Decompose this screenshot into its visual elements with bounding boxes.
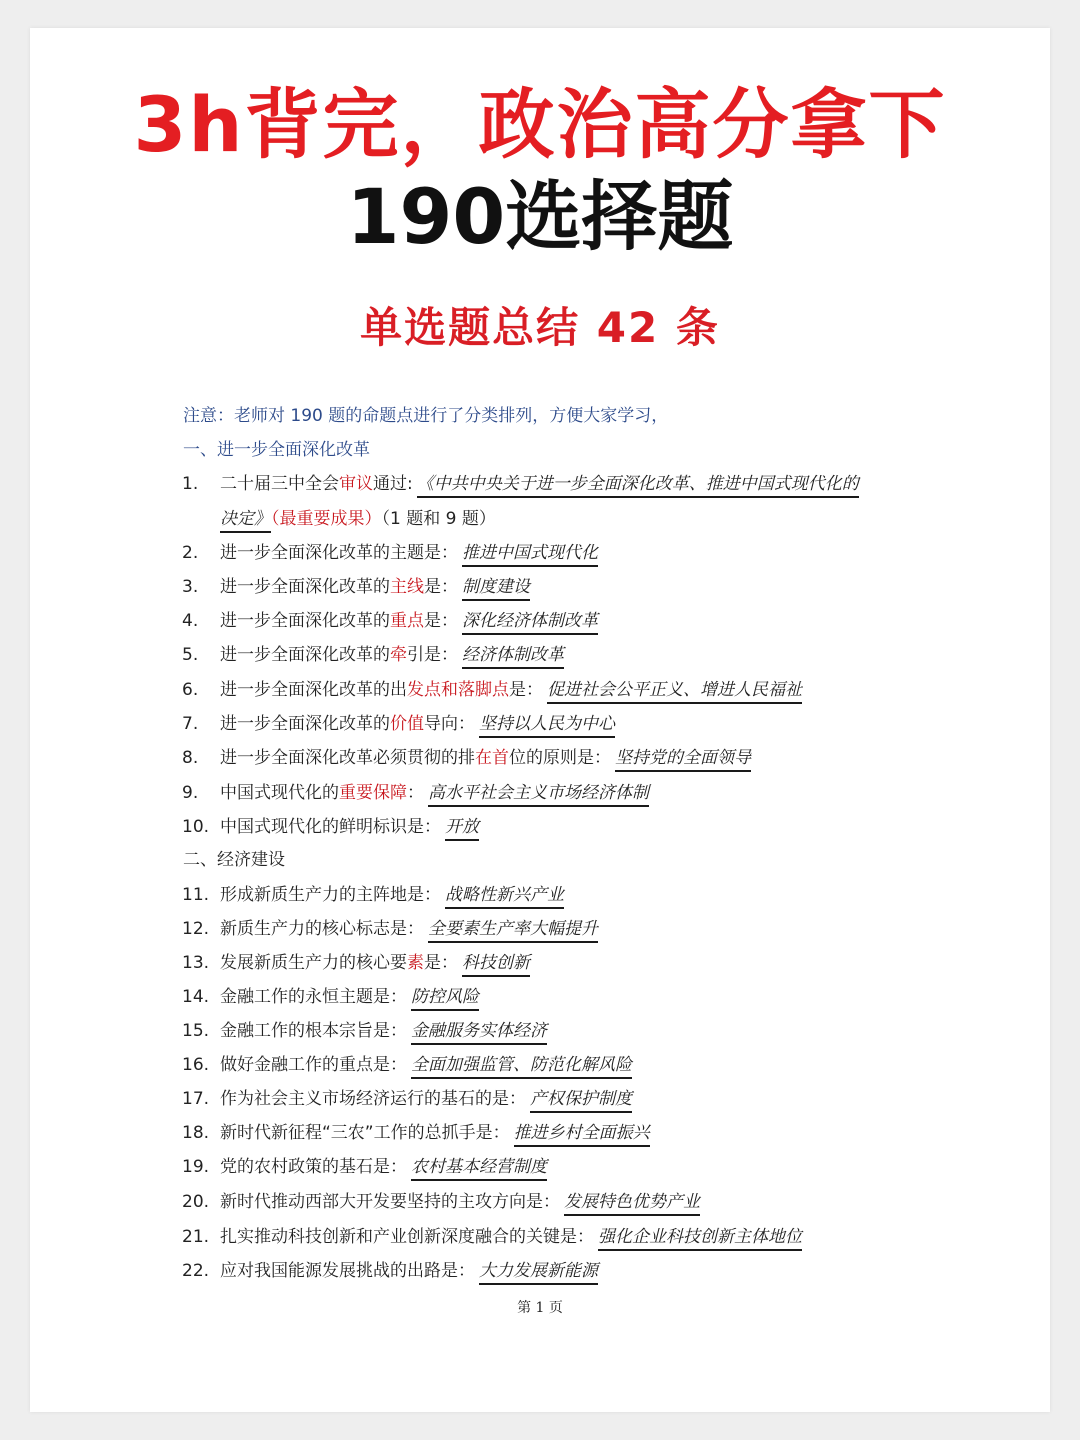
item-question: 进一步全面深化改革的主题是： — [220, 543, 458, 563]
item-question: 作为社会主义市场经济运行的基石的是： — [220, 1089, 526, 1109]
item-answer: 坚持以人民为中心 — [479, 714, 615, 738]
item-question-tail: ： — [407, 783, 424, 803]
list-item — [182, 712, 615, 736]
item-answer: 制度建设 — [462, 577, 530, 601]
item-question-highlight: 牵 — [390, 645, 407, 665]
list-item — [182, 1259, 598, 1283]
list-item — [182, 609, 598, 633]
item-answer: 深化经济体制改革 — [462, 611, 598, 635]
item-question-tail: 是： — [424, 953, 458, 973]
item-answer-note: （1 题和 9 题） — [381, 509, 496, 529]
list-item — [182, 678, 802, 702]
item-question: 进一步全面深化改革必须贯彻的排 — [220, 748, 475, 768]
item-answer: 防控风险 — [411, 987, 479, 1011]
item-question-tail: 引是： — [407, 645, 458, 665]
item-number: 4. — [182, 611, 199, 631]
list-item — [182, 1190, 700, 1214]
list-item — [182, 951, 530, 975]
section-heading-economy: 二、经济建设 — [183, 850, 285, 870]
list-item — [182, 643, 564, 667]
main-title-second-line: 190选择题 — [346, 172, 734, 261]
list-item — [182, 1019, 547, 1043]
item-question-highlight: 发点和落脚点 — [407, 680, 509, 700]
item-answer: 高水平社会主义市场经济体制 — [428, 783, 649, 807]
item-question-highlight: 审议 — [339, 474, 373, 494]
item-answer-continued: 决定》 — [220, 509, 271, 533]
item-question: 新时代推动西部大开发要坚持的主攻方向是： — [220, 1192, 560, 1212]
list-item — [182, 815, 479, 839]
list-item — [182, 985, 479, 1009]
item-number: 3. — [182, 577, 199, 597]
item-question-tail: 是： — [424, 577, 458, 597]
item-question-highlight: 价值 — [390, 714, 424, 734]
item-number: 20. — [182, 1192, 210, 1212]
item-answer: 科技创新 — [462, 953, 530, 977]
item-number: 6. — [182, 680, 199, 700]
item-number: 15. — [182, 1021, 210, 1041]
list-item — [182, 1225, 802, 1249]
item-question-tail: 是： — [424, 611, 458, 631]
item-answer: 推进中国式现代化 — [462, 543, 598, 567]
list-item — [182, 472, 859, 496]
item-answer: 坚持党的全面领导 — [615, 748, 751, 772]
list-item — [182, 575, 530, 599]
item-number: 14. — [182, 987, 210, 1007]
item-number: 7. — [182, 714, 199, 734]
item-answer-highlight: （最重要成果） — [271, 509, 382, 529]
item-answer: 产权保护制度 — [530, 1089, 632, 1113]
item-answer: 经济体制改革 — [462, 645, 564, 669]
note-text: 注意：老师对 190 题的命题点进行了分类排列，方便大家学习， — [183, 406, 669, 426]
item-answer: 发展特色优势产业 — [564, 1192, 700, 1216]
list-item — [182, 1087, 632, 1111]
main-title: 3h背完，政治高分拿下 — [133, 80, 947, 169]
item-question: 形成新质生产力的主阵地是： — [220, 885, 441, 905]
item-question-highlight: 素 — [407, 953, 424, 973]
item-question-tail: 位的原则是： — [509, 748, 611, 768]
subtitle: 单选题总结 42 条 — [360, 303, 720, 352]
item-answer: 全面加强监管、防范化解风险 — [411, 1055, 632, 1079]
item-number: 8. — [182, 748, 199, 768]
item-question-tail: 通过: — [373, 474, 413, 494]
list-item — [182, 541, 598, 565]
item-number: 17. — [182, 1089, 210, 1109]
item-question: 进一步全面深化改革的出 — [220, 680, 407, 700]
item-question-tail: 导向： — [424, 714, 475, 734]
item-answer: 全要素生产率大幅提升 — [428, 919, 598, 943]
item-question: 进一步全面深化改革的 — [220, 611, 390, 631]
list-item — [182, 781, 649, 805]
item-answer: 农村基本经营制度 — [411, 1157, 547, 1181]
item-question: 党的农村政策的基石是： — [220, 1157, 407, 1177]
item-question: 进一步全面深化改革的 — [220, 577, 390, 597]
list-item — [182, 1053, 632, 1077]
item-question: 金融工作的根本宗旨是： — [220, 1021, 407, 1041]
item-question: 发展新质生产力的核心要 — [220, 953, 407, 973]
item-number: 1. — [182, 474, 199, 494]
item-number: 21. — [182, 1227, 210, 1247]
item-number: 2. — [182, 543, 199, 563]
item-answer: 推进乡村全面振兴 — [514, 1123, 650, 1147]
item-question: 新质生产力的核心标志是： — [220, 919, 424, 939]
list-item-continuation — [220, 507, 496, 531]
item-question: 新时代新征程“三农”工作的总抓手是： — [220, 1123, 510, 1143]
item-answer: 《中共中央关于进一步全面深化改革、推进中国式现代化的 — [417, 474, 859, 498]
list-item — [182, 1155, 547, 1179]
item-answer: 开放 — [445, 817, 479, 841]
item-question: 进一步全面深化改革的 — [220, 645, 390, 665]
list-item — [182, 746, 751, 770]
item-question: 进一步全面深化改革的 — [220, 714, 390, 734]
item-question-highlight: 主线 — [390, 577, 424, 597]
section-heading-reform: 一、进一步全面深化改革 — [183, 440, 370, 460]
item-question-highlight: 在首 — [475, 748, 509, 768]
item-question: 金融工作的永恒主题是： — [220, 987, 407, 1007]
item-number: 18. — [182, 1123, 210, 1143]
item-question: 应对我国能源发展挑战的出路是： — [220, 1261, 475, 1281]
list-item — [182, 1121, 650, 1145]
item-number: 22. — [182, 1261, 210, 1281]
item-answer: 金融服务实体经济 — [411, 1021, 547, 1045]
list-item — [182, 917, 598, 941]
item-question-tail: 是： — [509, 680, 543, 700]
item-question-highlight: 重点 — [390, 611, 424, 631]
item-answer: 大力发展新能源 — [479, 1261, 598, 1285]
item-question: 扎实推动科技创新和产业创新深度融合的关键是： — [220, 1227, 594, 1247]
item-number: 10. — [182, 817, 210, 837]
item-answer: 战略性新兴产业 — [445, 885, 564, 909]
item-number: 16. — [182, 1055, 210, 1075]
item-answer: 强化企业科技创新主体地位 — [598, 1227, 802, 1251]
item-question: 中国式现代化的鲜明标识是： — [220, 817, 441, 837]
item-question: 做好金融工作的重点是： — [220, 1055, 407, 1075]
item-number: 13. — [182, 953, 210, 973]
item-question: 中国式现代化的 — [220, 783, 339, 803]
list-item — [182, 883, 564, 907]
item-question: 二十届三中全会 — [220, 474, 339, 494]
item-question-highlight: 重要保障 — [339, 783, 407, 803]
item-number: 5. — [182, 645, 199, 665]
item-number: 9. — [182, 783, 199, 803]
page-number: 第 1 页 — [517, 1300, 563, 1316]
item-number: 12. — [182, 919, 210, 939]
item-number: 11. — [182, 885, 210, 905]
item-number: 19. — [182, 1157, 210, 1177]
item-answer: 促进社会公平正义、增进人民福祉 — [547, 680, 802, 704]
